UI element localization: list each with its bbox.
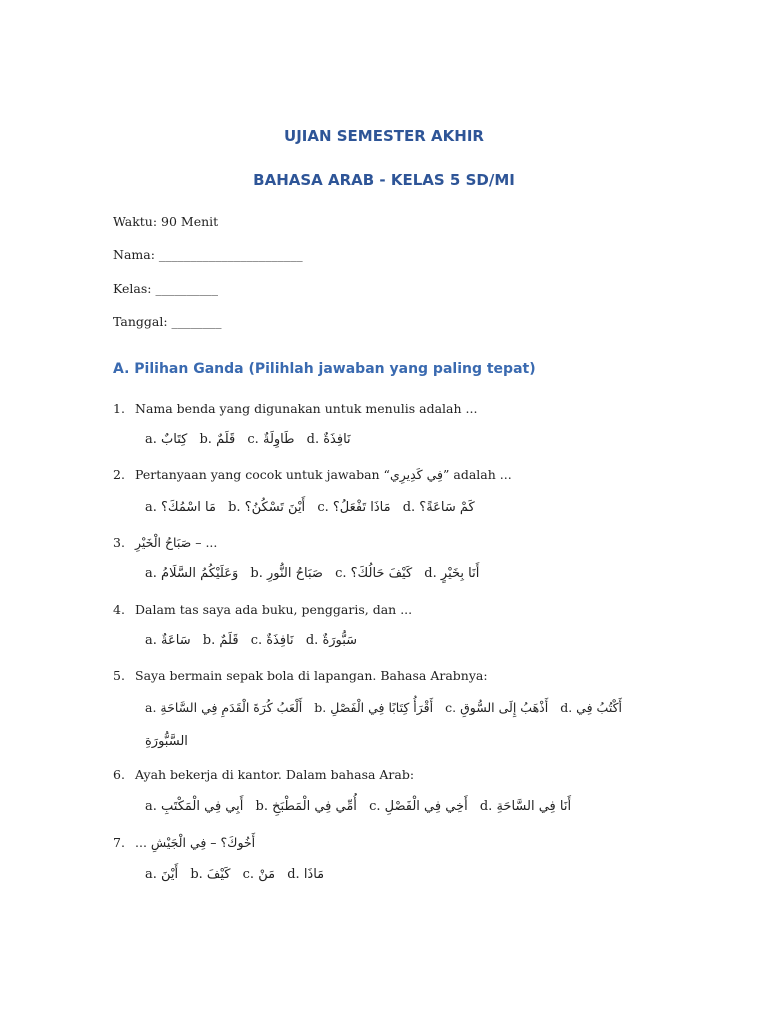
option-arabic: قَلَمٌ (219, 633, 239, 648)
option-c[interactable] (243, 867, 275, 882)
option-arabic: أَنَا فِي السَّاحَةِ (496, 799, 572, 814)
option-arabic: أُمِّي فِي الْمَطْبَخِ (272, 799, 357, 814)
question-text: Nama benda yang digunakan untuk menulis adalah ... (135, 401, 478, 416)
question-number: 1. (113, 401, 125, 416)
option-letter: a. (145, 633, 157, 648)
option-arabic: صَبَاحُ النُّورِ (266, 566, 323, 581)
option-arabic: أَذْهَبُ إِلَى السُّوقِ (460, 700, 549, 715)
option-arabic: نَافِذَةٌ (266, 633, 294, 648)
question-text: Dalam tas saya ada buku, penggaris, dan ... (135, 602, 413, 617)
option-letter: b. (199, 432, 212, 447)
option-letter: c. (242, 867, 255, 882)
field-nama: Nama: _______________________ (113, 247, 303, 262)
option-letter: a. (145, 867, 157, 882)
option-letter: a. (145, 566, 157, 581)
question-number: 4. (113, 602, 125, 617)
option-c[interactable] (335, 566, 412, 581)
option-letter: a. (145, 700, 157, 715)
option-d[interactable] (307, 432, 351, 447)
question-1 (113, 401, 477, 416)
option-arabic: كِتَابٌ (161, 432, 188, 447)
option-a[interactable] (145, 700, 302, 715)
option-letter: c. (445, 700, 457, 715)
option-d[interactable] (560, 700, 622, 715)
option-arabic: مَا اسْمُكَ؟ (161, 500, 216, 515)
option-d[interactable] (480, 799, 571, 814)
option-arabic: سَبُّورَةٌ (322, 633, 358, 648)
question-text: Ayah bekerja di kantor. Dalam bahasa Arab: (135, 767, 415, 782)
option-arabic: مَاذَا تَفْعَلُ؟ (332, 500, 391, 515)
option-arabic: قَلَمٌ (216, 432, 236, 447)
option-c[interactable] (317, 500, 390, 515)
option-arabic: سَاعَةٌ (161, 633, 191, 648)
option-d[interactable] (424, 566, 479, 581)
option-letter: d. (305, 633, 319, 648)
question-2 (113, 467, 512, 482)
option-letter: d. (402, 500, 416, 515)
option-b[interactable] (199, 432, 235, 447)
option-letter: c. (247, 432, 259, 447)
option-arabic: أَيْنَ تَسْكُنُ؟ (244, 500, 306, 515)
question-number: 6. (113, 767, 125, 782)
question-text-arabic: صَبَاحُ الْخَيْرِ (135, 535, 192, 550)
options-4 (145, 633, 365, 648)
option-b[interactable] (314, 700, 433, 715)
option-letter: a. (145, 500, 157, 515)
option-arabic: طَاوِلَةٌ (262, 432, 295, 447)
option-letter: d. (560, 700, 573, 715)
question-number: 7. (113, 835, 125, 850)
field-waktu: Waktu: 90 Menit (113, 214, 219, 229)
option-arabic: أَبِي فِي الْمَكْتَبِ (161, 799, 244, 814)
options-7 (145, 867, 332, 882)
option-c[interactable] (369, 799, 468, 814)
option-letter: b. (314, 700, 327, 715)
option-c[interactable] (247, 432, 294, 447)
option-letter: b. (190, 867, 203, 882)
exam-subtitle: BAHASA ARAB - KELAS 5 SD/MI (253, 171, 515, 189)
option-letter: b. (202, 633, 216, 648)
option-a[interactable] (145, 500, 216, 515)
option-letter: d. (479, 799, 493, 814)
option-letter: b. (250, 566, 263, 581)
question-text-pre: Pertanyaan yang cocok untuk jawaban “ (135, 467, 390, 482)
question-4 (113, 602, 412, 617)
option-d[interactable] (403, 500, 475, 515)
option-arabic: أَنَا بِخَيْرٍ (440, 566, 480, 581)
option-arabic: مَنْ (258, 867, 276, 882)
option-letter: d. (424, 566, 437, 581)
option-arabic: أَكْتُبُ فِي (576, 700, 623, 715)
options-5 (145, 700, 630, 715)
option-a[interactable] (145, 633, 191, 648)
question-3 (113, 535, 217, 550)
option-letter: b. (228, 500, 241, 515)
option-arabic: أَقْرَأُ كِتَابًا فِي الْفَصْلِ (330, 700, 434, 715)
option-arabic: كَيْفَ (206, 867, 231, 882)
field-kelas: Kelas: __________ (113, 281, 218, 296)
question-text-post: ” adalah ... (443, 467, 512, 482)
option-letter: d. (306, 432, 320, 447)
option-arabic: أَخِي فِي الْفَصْلِ (384, 799, 468, 814)
option-a[interactable] (145, 799, 243, 814)
option-letter: c. (369, 799, 381, 814)
exam-title: UJIAN SEMESTER AKHIR (284, 127, 484, 145)
question-text: Saya bermain sepak bola di lapangan. Bahasa Arabnya: (135, 668, 488, 683)
question-number: 3. (113, 535, 125, 550)
option-letter: c. (317, 500, 329, 515)
question-5 (113, 668, 488, 683)
question-number: 5. (113, 668, 125, 683)
field-tanggal: Tanggal: ________ (113, 314, 222, 329)
question-text-arabic: أَخُوكَ؟ – فِي الْجَيْشِ (150, 835, 256, 850)
option-arabic: أَيْنَ (161, 867, 179, 882)
option-b[interactable] (228, 500, 305, 515)
option-b[interactable] (256, 799, 357, 814)
option-b[interactable] (250, 566, 323, 581)
options-2 (145, 500, 483, 515)
option-d-continuation: السَّبُّورَةِ (145, 734, 188, 749)
option-arabic: أَلْعَبُ كُرَةَ الْقَدَمِ فِي السَّاحَةِ (160, 700, 303, 715)
option-letter: c. (250, 633, 263, 648)
option-a[interactable] (145, 566, 238, 581)
options-1 (145, 432, 359, 447)
option-a[interactable] (145, 432, 187, 447)
options-5-wrap (145, 734, 188, 749)
option-arabic: كَمْ سَاعَةً؟ (419, 500, 475, 515)
option-letter: a. (145, 432, 157, 447)
section-a-heading: A. Pilihan Ganda (Pilihlah jawaban yang paling tepat) (113, 361, 536, 377)
option-a[interactable] (145, 867, 178, 882)
option-b[interactable] (203, 633, 239, 648)
question-text-arabic: فِي كَدِيرِي (389, 467, 443, 482)
option-d[interactable] (287, 867, 324, 882)
option-d[interactable] (306, 633, 357, 648)
option-letter: c. (335, 566, 347, 581)
option-letter: b. (255, 799, 268, 814)
options-3 (145, 566, 487, 581)
question-number: 2. (113, 467, 125, 482)
option-arabic: نَافِذَةٌ (323, 432, 351, 447)
option-arabic: كَيْفَ حَالُكَ؟ (350, 566, 413, 581)
option-letter: d. (287, 867, 300, 882)
option-b[interactable] (190, 867, 230, 882)
option-letter: a. (145, 799, 157, 814)
question-6 (113, 767, 414, 782)
question-text-post: – ... (191, 535, 218, 550)
options-6 (145, 799, 579, 814)
question-text-pre: ... (135, 835, 151, 850)
option-c[interactable] (445, 700, 548, 715)
option-arabic: مَاذَا (303, 867, 325, 882)
option-arabic: وَعَلَيْكُمُ السَّلَامُ (161, 566, 239, 581)
question-7 (113, 835, 255, 850)
option-c[interactable] (251, 633, 294, 648)
